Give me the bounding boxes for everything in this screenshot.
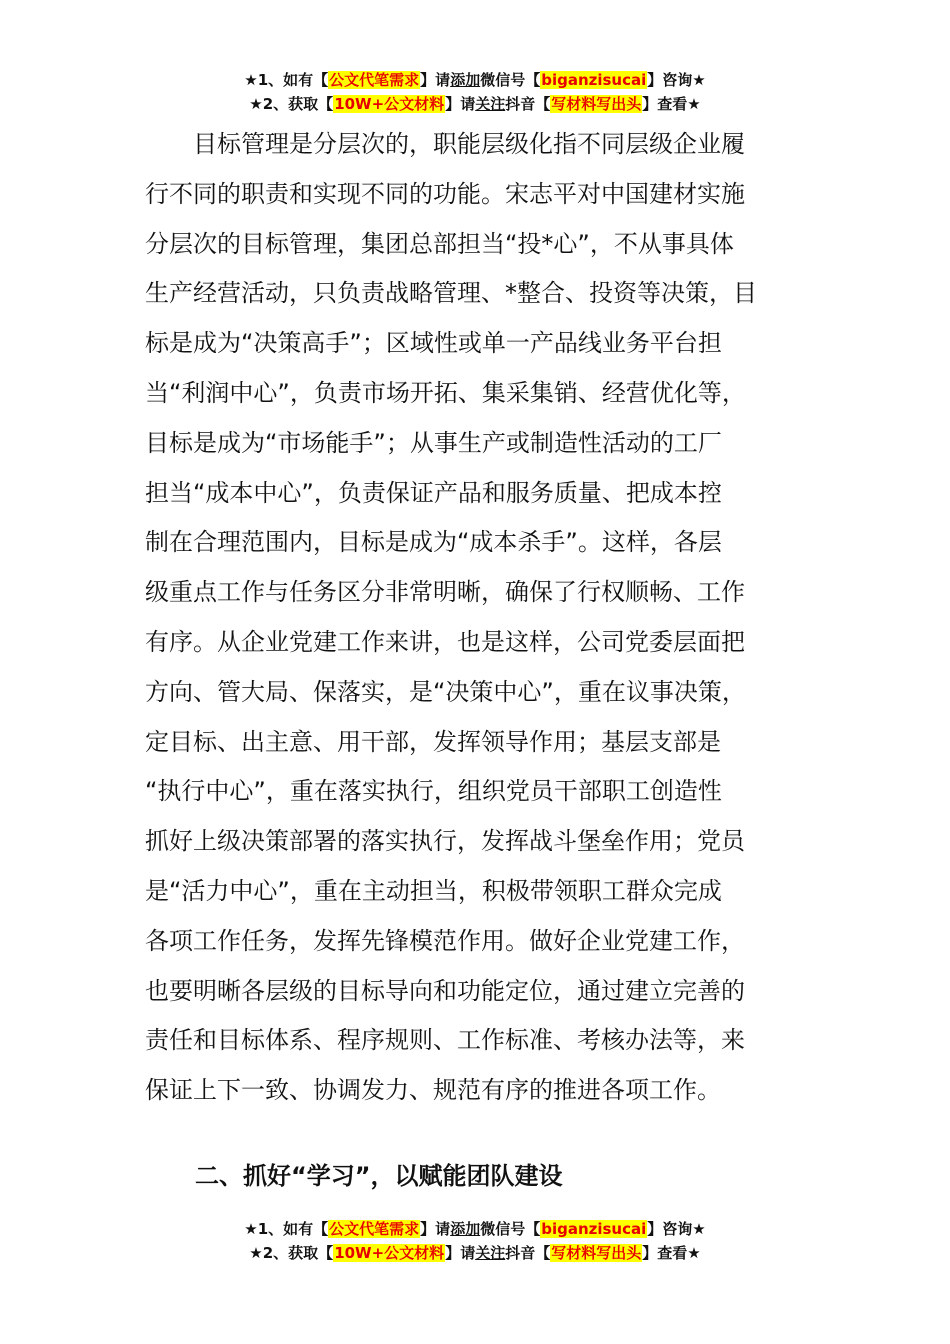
promo-line-1: ★1、如有【公文代笔需求】请添加微信号【biganzisucai】咨询★ [244, 71, 706, 89]
paragraph-line: 定目标、出主意、用干部，发挥领导作用；基层支部是 [145, 727, 721, 756]
highlight-materials: 10W+公文材料 [334, 1244, 445, 1262]
paragraph-line: 目标管理是分层次的，职能层级化指不同层级企业履 [145, 130, 745, 158]
paragraph-line: 制在合理范围内，目标是成为“成本杀手”。这样，各层 [145, 528, 722, 557]
highlight-wechat-id: biganzisucai [541, 71, 647, 89]
highlight-douyin-account: 写材料写出头 [551, 95, 642, 113]
section-heading: 二、抓好“学习”，以赋能团队建设 [195, 1162, 563, 1190]
paragraph-line: 保证上下一致、协调发力、规范有序的推进各项工作。 [145, 1076, 721, 1105]
paragraph-line: 级重点工作与任务区分非常明晰，确保了行权顺畅、工作 [145, 578, 745, 607]
paragraph-line: 分层次的目标管理，集团总部担当“投*心”，不从事具体 [145, 229, 734, 258]
paragraph-line: 生产经营活动，只负责战略管理、*整合、投资等决策，目 [145, 279, 757, 308]
paragraph-line: 标是成为“决策高手”；区域性或单一产品线业务平台担 [145, 329, 722, 358]
highlight-douyin-account: 写材料写出头 [551, 1244, 642, 1262]
paragraph-line: 担当“成本中心”，负责保证产品和服务质量、把成本控 [145, 478, 722, 507]
paragraph-line: 方向、管大局、保落实，是“决策中心”，重在议事决策， [145, 677, 746, 706]
paragraph-line: 行不同的职责和实现不同的功能。宋志平对中国建材实施 [145, 179, 745, 208]
paragraph-line: 责任和目标体系、程序规则、工作标准、考核办法等，来 [145, 1026, 745, 1055]
highlight-materials: 10W+公文材料 [334, 95, 445, 113]
promo-banner-top [0, 68, 950, 116]
paragraph-line: 有序。从企业党建工作来讲，也是这样，公司党委层面把 [145, 627, 745, 656]
highlight-service: 公文代笔需求 [329, 1220, 420, 1238]
promo-line-2: ★2、获取【10W+公文材料】请关注抖音【写材料写出头】查看★ [249, 95, 701, 113]
paragraph-line: 各项工作任务，发挥先锋模范作用。做好企业党建工作， [145, 926, 745, 955]
paragraph-line: 也要明晰各层级的目标导向和功能定位，通过建立完善的 [145, 976, 745, 1005]
paragraph-line: 当“利润中心”，负责市场开拓、集采集销、经营优化等， [145, 378, 746, 407]
paragraph-line: 是“活力中心”，重在主动担当，积极带领职工群众完成 [145, 876, 722, 905]
promo-line-2: ★2、获取【10W+公文材料】请关注抖音【写材料写出头】查看★ [249, 1244, 701, 1262]
body-paragraph [145, 120, 815, 1116]
promo-line-1: ★1、如有【公文代笔需求】请添加微信号【biganzisucai】咨询★ [244, 1220, 706, 1238]
paragraph-line: “执行中心”，重在落实执行，组织党员干部职工创造性 [145, 777, 722, 806]
paragraph-line: 抓好上级决策部署的落实执行，发挥战斗堡垒作用；党员 [145, 827, 745, 856]
highlight-wechat-id: biganzisucai [541, 1220, 647, 1238]
paragraph-line: 目标是成为“市场能手”；从事生产或制造性活动的工厂 [145, 428, 722, 457]
highlight-service: 公文代笔需求 [329, 71, 420, 89]
promo-banner-bottom [0, 1217, 950, 1265]
